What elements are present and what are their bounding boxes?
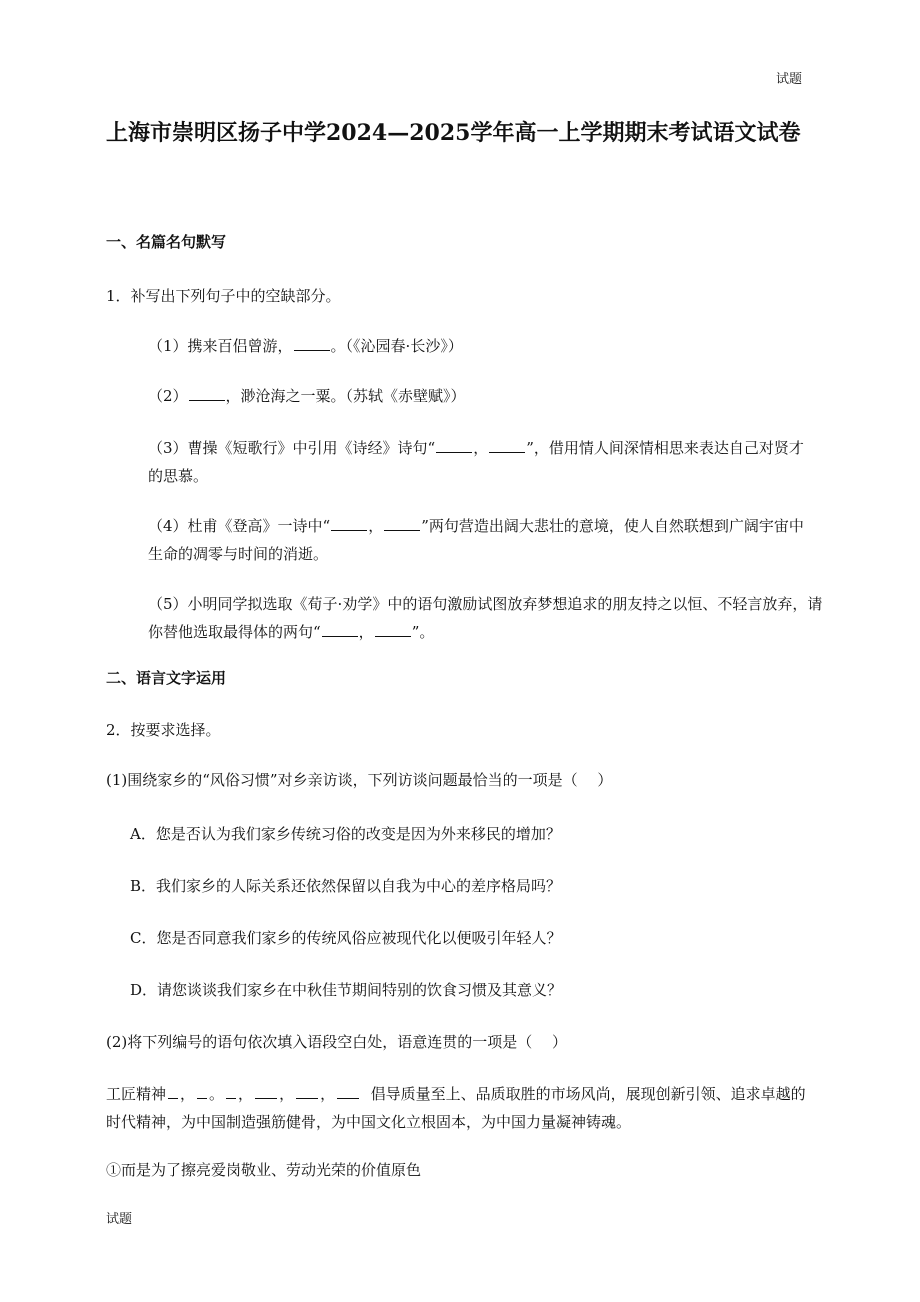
q1-item-3-text-a: （3）曹操《短歌行》中引用《诗经》诗句“ [148, 439, 436, 457]
section-heading-1: 一、名篇名句默写 [106, 233, 227, 251]
q1-item-4-text-b: ”两句营造出阔大悲壮的意境，使人自然联想到广阔宇宙中生命的凋零与时间的消逝。 [148, 517, 804, 563]
passage-item-1: ①而是为了擦亮爱岗敬业、劳动光荣的价值原色 [106, 1161, 422, 1179]
question-1-stem: 1．补写出下列句子中的空缺部分。 [106, 287, 341, 305]
passage-sep: 。 [209, 1085, 225, 1103]
q1-item-1-text-a: （1）携来百侣曾游， [148, 337, 293, 355]
q1-item-2-text-a: （2） [148, 387, 188, 405]
option-d[interactable]: D．请您谈谈我们家乡在中秋佳节期间特别的饮食习惯及其意义？ [130, 981, 563, 999]
q1-item-5-mid: ， [358, 623, 374, 641]
q1-item-3-mid: ， [473, 439, 489, 457]
question-2-1-stem: (1)围绕家乡的“风俗习惯”对乡亲访谈，下列访谈问题最恰当的一项是（ ） [106, 771, 613, 789]
q1-item-5-text-a: （5）小明同学拟选取《荀子·劝学》中的语句激励试图放弃梦想追求的朋友持之以恒、不轻言放弃，请你替他选取最得体的两句“ [148, 595, 823, 641]
passage-sep: ， [320, 1085, 336, 1103]
fill-blank[interactable] [489, 438, 525, 453]
page-title: 上海市崇明区扬子中学2024—2025学年高一上学期期末考试语文试卷 [106, 120, 801, 146]
passage-lead: 工匠精神 [106, 1085, 167, 1103]
passage-blank[interactable] [197, 1084, 207, 1099]
question-2-stem: 2．按要求选择。 [106, 721, 221, 739]
q1-item-1 [148, 332, 463, 360]
question-2-2-stem: (2)将下列编号的语句依次填入语段空白处，语意连贯的一项是（ ） [106, 1033, 568, 1051]
q1-item-1-text-b: 。（《沁园春·长沙》） [330, 337, 463, 355]
passage-sep: ， [238, 1085, 254, 1103]
q1-item-5 [148, 590, 824, 646]
q1-item-4-text-a: （4）杜甫《登高》一诗中“ [148, 517, 331, 535]
passage-blank[interactable] [337, 1084, 359, 1099]
passage-sep: ， [279, 1085, 295, 1103]
passage-sep: ， [180, 1085, 196, 1103]
option-b[interactable]: B．我们家乡的人际关系还依然保留以自我为中心的差序格局吗？ [130, 877, 562, 895]
fill-blank[interactable] [375, 622, 411, 637]
passage-blank[interactable] [226, 1084, 236, 1099]
section-heading-2: 二、语言文字运用 [106, 669, 227, 687]
fill-blank[interactable] [436, 438, 472, 453]
fill-blank[interactable] [294, 336, 330, 351]
fill-blank[interactable] [331, 516, 367, 531]
fill-blank[interactable] [322, 622, 358, 637]
footer-mark: 试题 [106, 1212, 133, 1227]
passage [106, 1080, 816, 1136]
fill-blank[interactable] [189, 386, 225, 401]
passage-blank[interactable] [255, 1084, 277, 1099]
option-a[interactable]: A．您是否认为我们家乡传统习俗的改变是因为外来移民的增加？ [130, 825, 561, 843]
q1-item-3 [148, 434, 808, 490]
q1-item-4-mid: ， [368, 517, 384, 535]
header-mark: 试题 [775, 72, 802, 87]
q1-item-3-text-b: ”，借用情人间深情相思来表达自己对贤才的思慕。 [148, 439, 804, 485]
fill-blank[interactable] [384, 516, 420, 531]
q1-item-2-text-b: ，渺沧海之一粟。（苏轼《赤壁赋》） [225, 387, 466, 405]
passage-blank[interactable] [168, 1084, 178, 1099]
q1-item-5-text-b: ”。 [411, 623, 435, 641]
q1-item-4 [148, 512, 808, 568]
passage-rest: 倡导质量至上、品质取胜的市场风尚，展现创新引领、追求卓越的时代精神，为中国制造强筋健骨，为中国文化立根固本，为中国力量凝神铸魂。 [106, 1085, 806, 1131]
option-c[interactable]: C．您是否同意我们家乡的传统风俗应被现代化以便吸引年轻人？ [130, 929, 562, 947]
q1-item-2 [148, 382, 466, 410]
passage-blank[interactable] [296, 1084, 318, 1099]
